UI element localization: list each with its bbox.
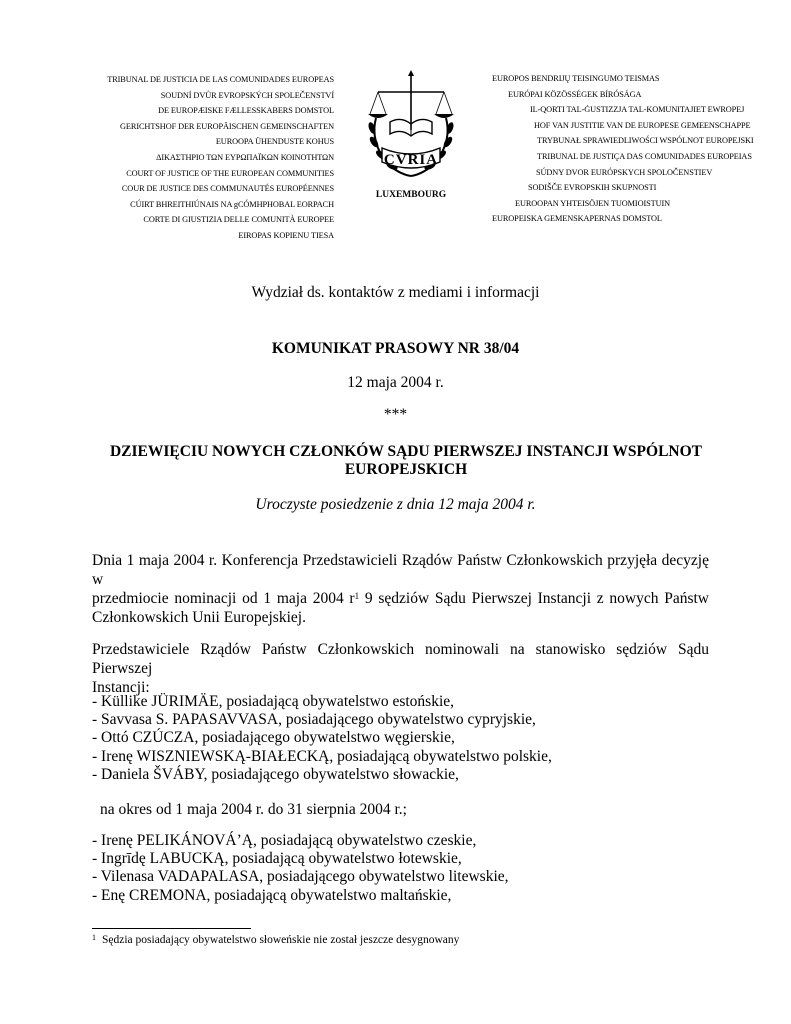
list-item: - Ingrīdę LABUCKĄ, posiadającą obywatelstwo łotewskie, bbox=[92, 850, 462, 868]
department-name: Wydział ds. kontaktów z mediami i informacji bbox=[251, 284, 540, 301]
court-name: EUROOPA ÜHENDUSTE KOHUS bbox=[215, 137, 334, 147]
court-name: ΔΙΚΑΣΤΗΡΙΟ ΤΩΝ ΕΥΡΩΠΑΪΚΩΝ ΚΟΙΝΟΤΗΤΩΝ bbox=[156, 152, 334, 162]
footnote bbox=[92, 934, 459, 946]
separator: *** bbox=[383, 406, 408, 423]
paragraph-text: przedmiocie nominacji od 1 maja 2004 r bbox=[92, 590, 355, 607]
city-label: LUXEMBOURG bbox=[375, 190, 447, 200]
press-release-title: KOMUNIKAT PRASOWY NR 38/04 bbox=[271, 340, 520, 357]
paragraph-nominations bbox=[92, 640, 709, 697]
paragraph-line: Dnia 1 maja 2004 r. Konferencja Przedstawicieli Rządów Państw Członkowskich przyjęła decyzję w bbox=[92, 552, 709, 588]
court-name: CÚIRT BHREITHIÚNAIS NA gCÓMHPHOBAL EORPACH bbox=[130, 199, 334, 209]
list-item: - Enę CREMONA, posiadającą obywatelstwo maltańskie, bbox=[92, 886, 452, 904]
list-item: - Daniela ŠVÁBY, posiadającego obywatelstwo słowackie, bbox=[92, 765, 459, 783]
court-name: COURT OF JUSTICE OF THE EUROPEAN COMMUNITIES bbox=[126, 168, 334, 178]
footnote-divider bbox=[92, 928, 251, 929]
court-name: SODIŠČE EVROPSKIH SKUPNOSTI bbox=[528, 183, 657, 193]
court-name: TRIBUNAL DE JUSTICIA DE LAS COMUNIDADES EUROPEAS bbox=[107, 75, 334, 84]
court-name: DE EUROPÆISKE FÆLLESSKABERS DOMSTOL bbox=[158, 106, 334, 116]
footnote-text: Sędzia posiadający obywatelstwo słoweńskie nie został jeszcze desygnowany bbox=[102, 934, 460, 946]
curia-emblem-icon bbox=[356, 70, 466, 188]
paragraph-intro bbox=[92, 551, 709, 627]
court-name: COUR DE JUSTICE DES COMMUNAUTÉS EUROPÉENNES bbox=[121, 184, 334, 194]
list-item: - Ottó CZÚCZA, posiadającego obywatelstwo węgierskie, bbox=[92, 729, 455, 747]
court-name: EUROPOS BENDRIJŲ TEISINGUMO TEISMAS bbox=[492, 74, 660, 83]
court-name: EURÓPAI KÖZÖSSÉGEK BÍRÓSÁGA bbox=[508, 89, 642, 99]
footnote-reference[interactable]: 1 bbox=[354, 591, 360, 601]
paragraph-line: Przedstawiciele Rządów Państw Członkowskich nominowali na stanowisko sędziów Sądu Pierwszej bbox=[92, 641, 709, 677]
judges-list-second bbox=[92, 832, 709, 905]
court-names-right bbox=[492, 71, 754, 227]
court-name: TRYBUNAŁ SPRAWIEDLIWOŚCI WSPÓLNOT EUROPEJSKI bbox=[537, 136, 754, 146]
list-item: - Irenę WISZNIEWSKĄ-BIAŁECKĄ, posiadającą obywatelstwo polskie, bbox=[92, 747, 552, 765]
list-item: - Küllike JÜRIMÄE, posiadającą obywatelstwo estońskie, bbox=[92, 693, 455, 710]
paragraph-line bbox=[92, 589, 709, 608]
court-name: SÚDNY DVOR EURÓPSKYCH SPOLOČENSTIEV bbox=[536, 167, 713, 177]
footnote-number: 1 bbox=[92, 933, 96, 942]
paragraph-line: Instancji: bbox=[92, 679, 150, 696]
court-name: GERICHTSHOF DER EUROPÄISCHEN GEMEINSCHAFTEN bbox=[120, 121, 334, 131]
court-name: HOF VAN JUSTITIE VAN DE EUROPESE GEMEENSCHAPPE bbox=[534, 120, 751, 130]
paragraph-line: Członkowskich Unii Europejskiej. bbox=[92, 609, 306, 626]
list-item: - Irenę PELIKÁNOVÁ’Ą, posiadającą obywatelstwo czeskie, bbox=[92, 832, 477, 849]
headline: DZIEWIĘCIU NOWYCH CZŁONKÓW SĄDU PIERWSZEJ INSTANCJI WSPÓLNOT EUROPEJSKICH bbox=[109, 443, 702, 478]
court-name: IL-QORTI TAL-ĠUSTIZZJA TAL-KOMUNITAJIET EWROPEJ bbox=[530, 105, 745, 115]
term-text: na okres od 1 maja 2004 r. do 31 sierpnia 2004 r.; bbox=[100, 801, 407, 818]
judges-list-first bbox=[92, 693, 709, 784]
list-item: - Vilenasa VADAPALASA, posiadającego obywatelstwo litewskie, bbox=[92, 868, 509, 886]
court-name: CORTE DI GIUSTIZIA DELLE COMUNITÀ EUROPEE bbox=[143, 215, 334, 225]
emblem-text: CVRIA bbox=[383, 152, 439, 168]
court-name: EUROOPAN YHTEISÖJEN TUOMIOISTUIN bbox=[515, 198, 671, 208]
paragraph-text: 9 sędziów Sądu Pierwszej Instancji z nowych Państw bbox=[359, 590, 709, 607]
court-names-left bbox=[20, 72, 334, 244]
subtitle: Uroczyste posiedzenie z dnia 12 maja 2004 r. bbox=[255, 496, 536, 513]
court-name: EIROPAS KOPIENU TIESA bbox=[238, 230, 334, 240]
court-name: EUROPEISKA GEMENSKAPERNAS DOMSTOL bbox=[492, 214, 662, 224]
court-name: SOUDNÍ DVŮR EVROPSKÝCH SPOLEČENSTVÍ bbox=[160, 90, 334, 100]
list-item: - Savvasa S. PAPASAVVASA, posiadającego obywatelstwo cypryjskie, bbox=[92, 711, 536, 729]
release-date: 12 maja 2004 r. bbox=[347, 374, 444, 391]
court-name: TRIBUNAL DE JUSTIÇA DAS COMUNIDADES EUROPEIAS bbox=[537, 151, 752, 161]
